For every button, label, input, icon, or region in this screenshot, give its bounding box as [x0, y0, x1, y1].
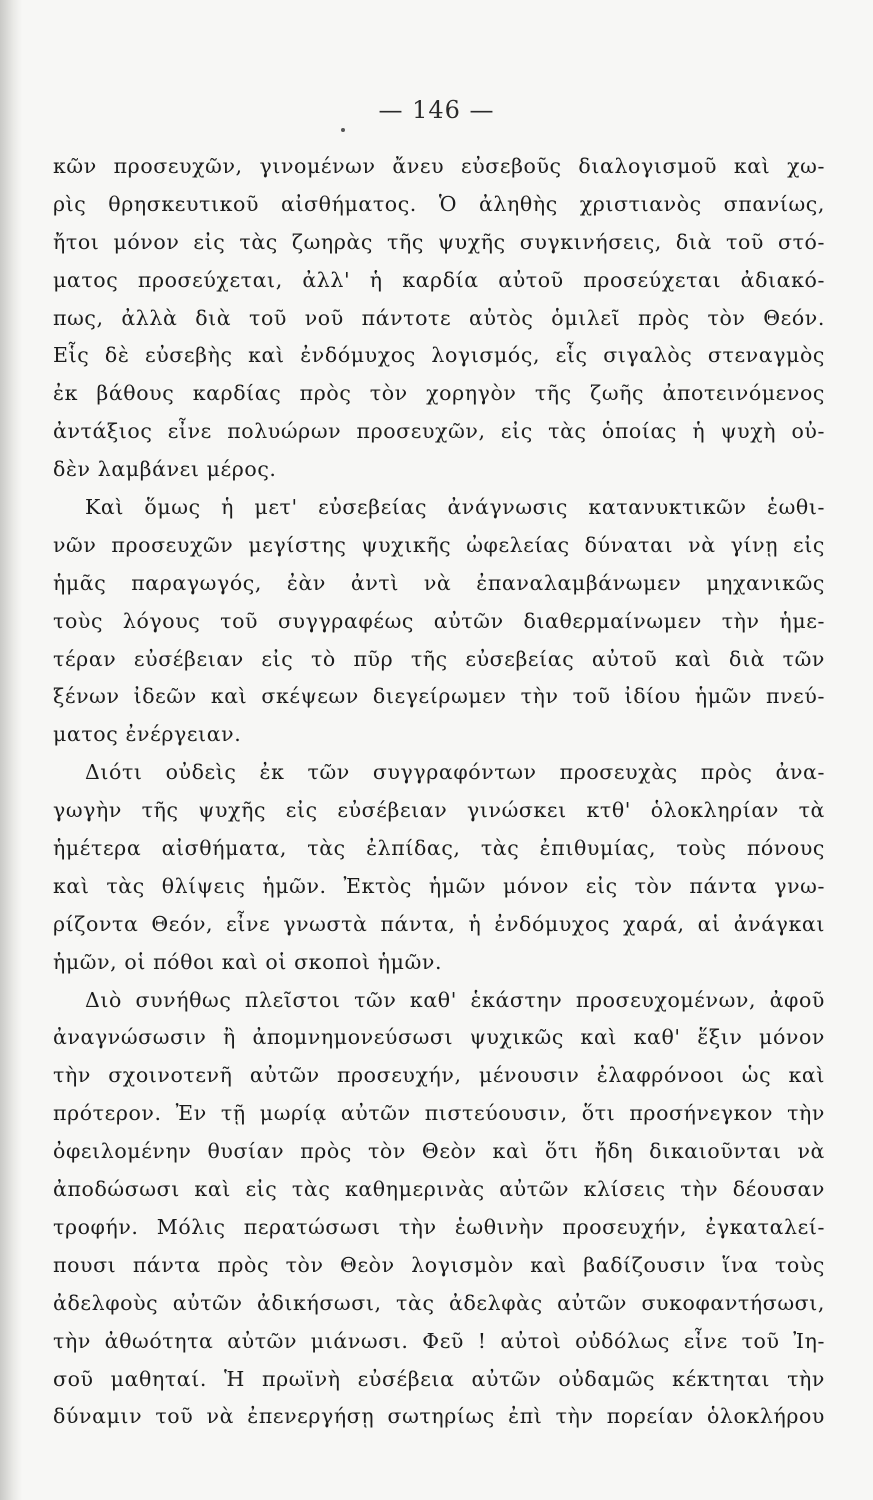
- text-line: πως, ἀλλὰ διὰ τοῦ νοῦ πάντοτε αὐτὸς ὁμιλεῖ πρὸς τὸν Θεόν.: [53, 305, 825, 330]
- text-line: Εἷς δὲ εὐσεβὴς καὶ ἐνδόμυχος λογισμός, εἷς σιγαλὸς στεναγμὸς: [53, 343, 825, 368]
- text-line: ἡμέτερα αἰσθήματα, τὰς ἐλπίδας, τὰς ἐπιθυμίας, τοὺς πόνους: [53, 836, 825, 861]
- text-line: ἀντάξιος εἶνε πολυώρων προσευχῶν, εἰς τὰς ὁποίας ἡ ψυχὴ οὐ-: [53, 419, 825, 444]
- text-line: ἐκ βάθους καρδίας πρὸς τὸν χορηγὸν τῆς ζωῆς ἀποτεινόμενος: [53, 381, 825, 406]
- text-line: Διότι οὐδεὶς ἐκ τῶν συγγραφόντων προσευχὰς πρὸς ἀνα-: [85, 760, 825, 785]
- text-line: ξένων ἰδεῶν καὶ σκέψεων διεγείρωμεν τὴν τοῦ ἰδίου ἡμῶν πνεύ-: [53, 684, 825, 709]
- text-line: τοὺς λόγους τοῦ συγγραφέως αὐτῶν διαθερμαίνωμεν τὴν ἡμε-: [53, 608, 825, 633]
- text-line: ἡμᾶς παραγωγός, ἐὰν ἀντὶ νὰ ἐπαναλαμβάνωμεν μηχανικῶς: [53, 570, 825, 595]
- text-line: ρὶς θρησκευτικοῦ αἰσθήματος. Ὁ ἀληθὴς χριστιανὸς σπανίως,: [53, 191, 825, 216]
- text-line: ὀφειλομένην θυσίαν πρὸς τὸν Θεὸν καὶ ὅτι ἤδη δικαιοῦνται νὰ: [53, 1139, 825, 1164]
- text-line: κῶν προσευχῶν, γινομένων ἄνευ εὐσεβοῦς διαλογισμοῦ καὶ χω-: [53, 154, 825, 178]
- text-line: ἤτοι μόνον εἰς τὰς ζωηρὰς τῆς ψυχῆς συγκινήσεις, διὰ τοῦ στό-: [53, 229, 825, 254]
- page-binding-shadow: [0, 0, 22, 1500]
- text-line: Διὸ συνήθως πλεῖστοι τῶν καθ' ἑκάστην προσευχομένων, ἀφοῦ: [85, 987, 825, 1012]
- text-line: σοῦ μαθηταί. Ἡ πρωϊνὴ εὐσέβεια αὐτῶν οὐδαμῶς κέκτηται τὴν: [53, 1366, 825, 1391]
- text-line: τέραν εὐσέβειαν εἰς τὸ πῦρ τῆς εὐσεβείας αὐτοῦ καὶ διὰ τῶν: [53, 646, 825, 671]
- print-speck: [341, 128, 345, 132]
- page-number: — 146 —: [378, 96, 495, 124]
- text-line: νῶν προσευχῶν μεγίστης ψυχικῆς ὠφελείας δύναται νὰ γίνῃ εἰς: [53, 532, 825, 557]
- text-line: πουσι πάντα πρὸς τὸν Θεὸν λογισμὸν καὶ βαδίζουσιν ἵνα τοὺς: [53, 1252, 825, 1277]
- text-line: Καὶ ὅμως ἡ μετ' εὐσεβείας ἀνάγνωσις κατανυκτικῶν ἑωθι-: [85, 495, 825, 520]
- text-line: ἀδελφοὺς αὐτῶν ἀδικήσωσι, τὰς ἀδελφὰς αὐτῶν συκοφαντήσωσι,: [53, 1290, 825, 1315]
- text-line: ἡμῶν, οἱ πόθοι καὶ οἱ σκοποὶ ἡμῶν.: [53, 949, 443, 974]
- text-line: δύναμιν τοῦ νὰ ἐπενεργήσῃ σωτηρίως ἐπὶ τὴν πορείαν ὁλοκλήρου: [53, 1404, 825, 1429]
- text-line: ματος προσεύχεται, ἀλλ' ἡ καρδία αὐτοῦ προσεύχεται ἀδιακό-: [53, 267, 825, 292]
- text-line: ρίζοντα Θεόν, εἶνε γνωστὰ πάντα, ἡ ἐνδόμυχος χαρά, αἱ ἀνάγκαι: [53, 911, 825, 936]
- text-line: ματος ἐνέργειαν.: [53, 722, 242, 747]
- text-line: ἀποδώσωσι καὶ εἰς τὰς καθημερινὰς αὐτῶν κλίσεις τὴν δέουσαν: [53, 1177, 825, 1202]
- text-line: τὴν σχοινοτενῆ αὐτῶν προσευχήν, μένουσιν ἐλαφρόνοοι ὡς καὶ: [53, 1063, 825, 1088]
- text-line: ἀναγνώσωσιν ἢ ἀπομνημονεύσωσι ψυχικῶς καὶ καθ' ἕξιν μόνον: [53, 1025, 825, 1050]
- text-line: γωγὴν τῆς ψυχῆς εἰς εὐσέβειαν γινώσκει κτθ' ὁλοκληρίαν τὰ: [53, 798, 825, 823]
- text-line: δὲν λαμβάνει μέρος.: [53, 457, 277, 482]
- text-line: τροφήν. Μόλις περατώσωσι τὴν ἑωθινὴν προσευχήν, ἐγκαταλεί-: [53, 1214, 825, 1239]
- body-text: [53, 148, 825, 1436]
- text-line: πρότερον. Ἐν τῇ μωρίᾳ αὐτῶν πιστεύουσιν, ὅτι προσήνεγκον τὴν: [53, 1101, 825, 1126]
- text-line: τὴν ἀθωότητα αὐτῶν μιάνωσι. Φεῦ ! αὐτοὶ οὐδόλως εἶνε τοῦ Ἰη-: [53, 1328, 825, 1353]
- text-line: καὶ τὰς θλίψεις ἡμῶν. Ἐκτὸς ἡμῶν μόνον εἰς τὸν πάντα γνω-: [53, 873, 825, 898]
